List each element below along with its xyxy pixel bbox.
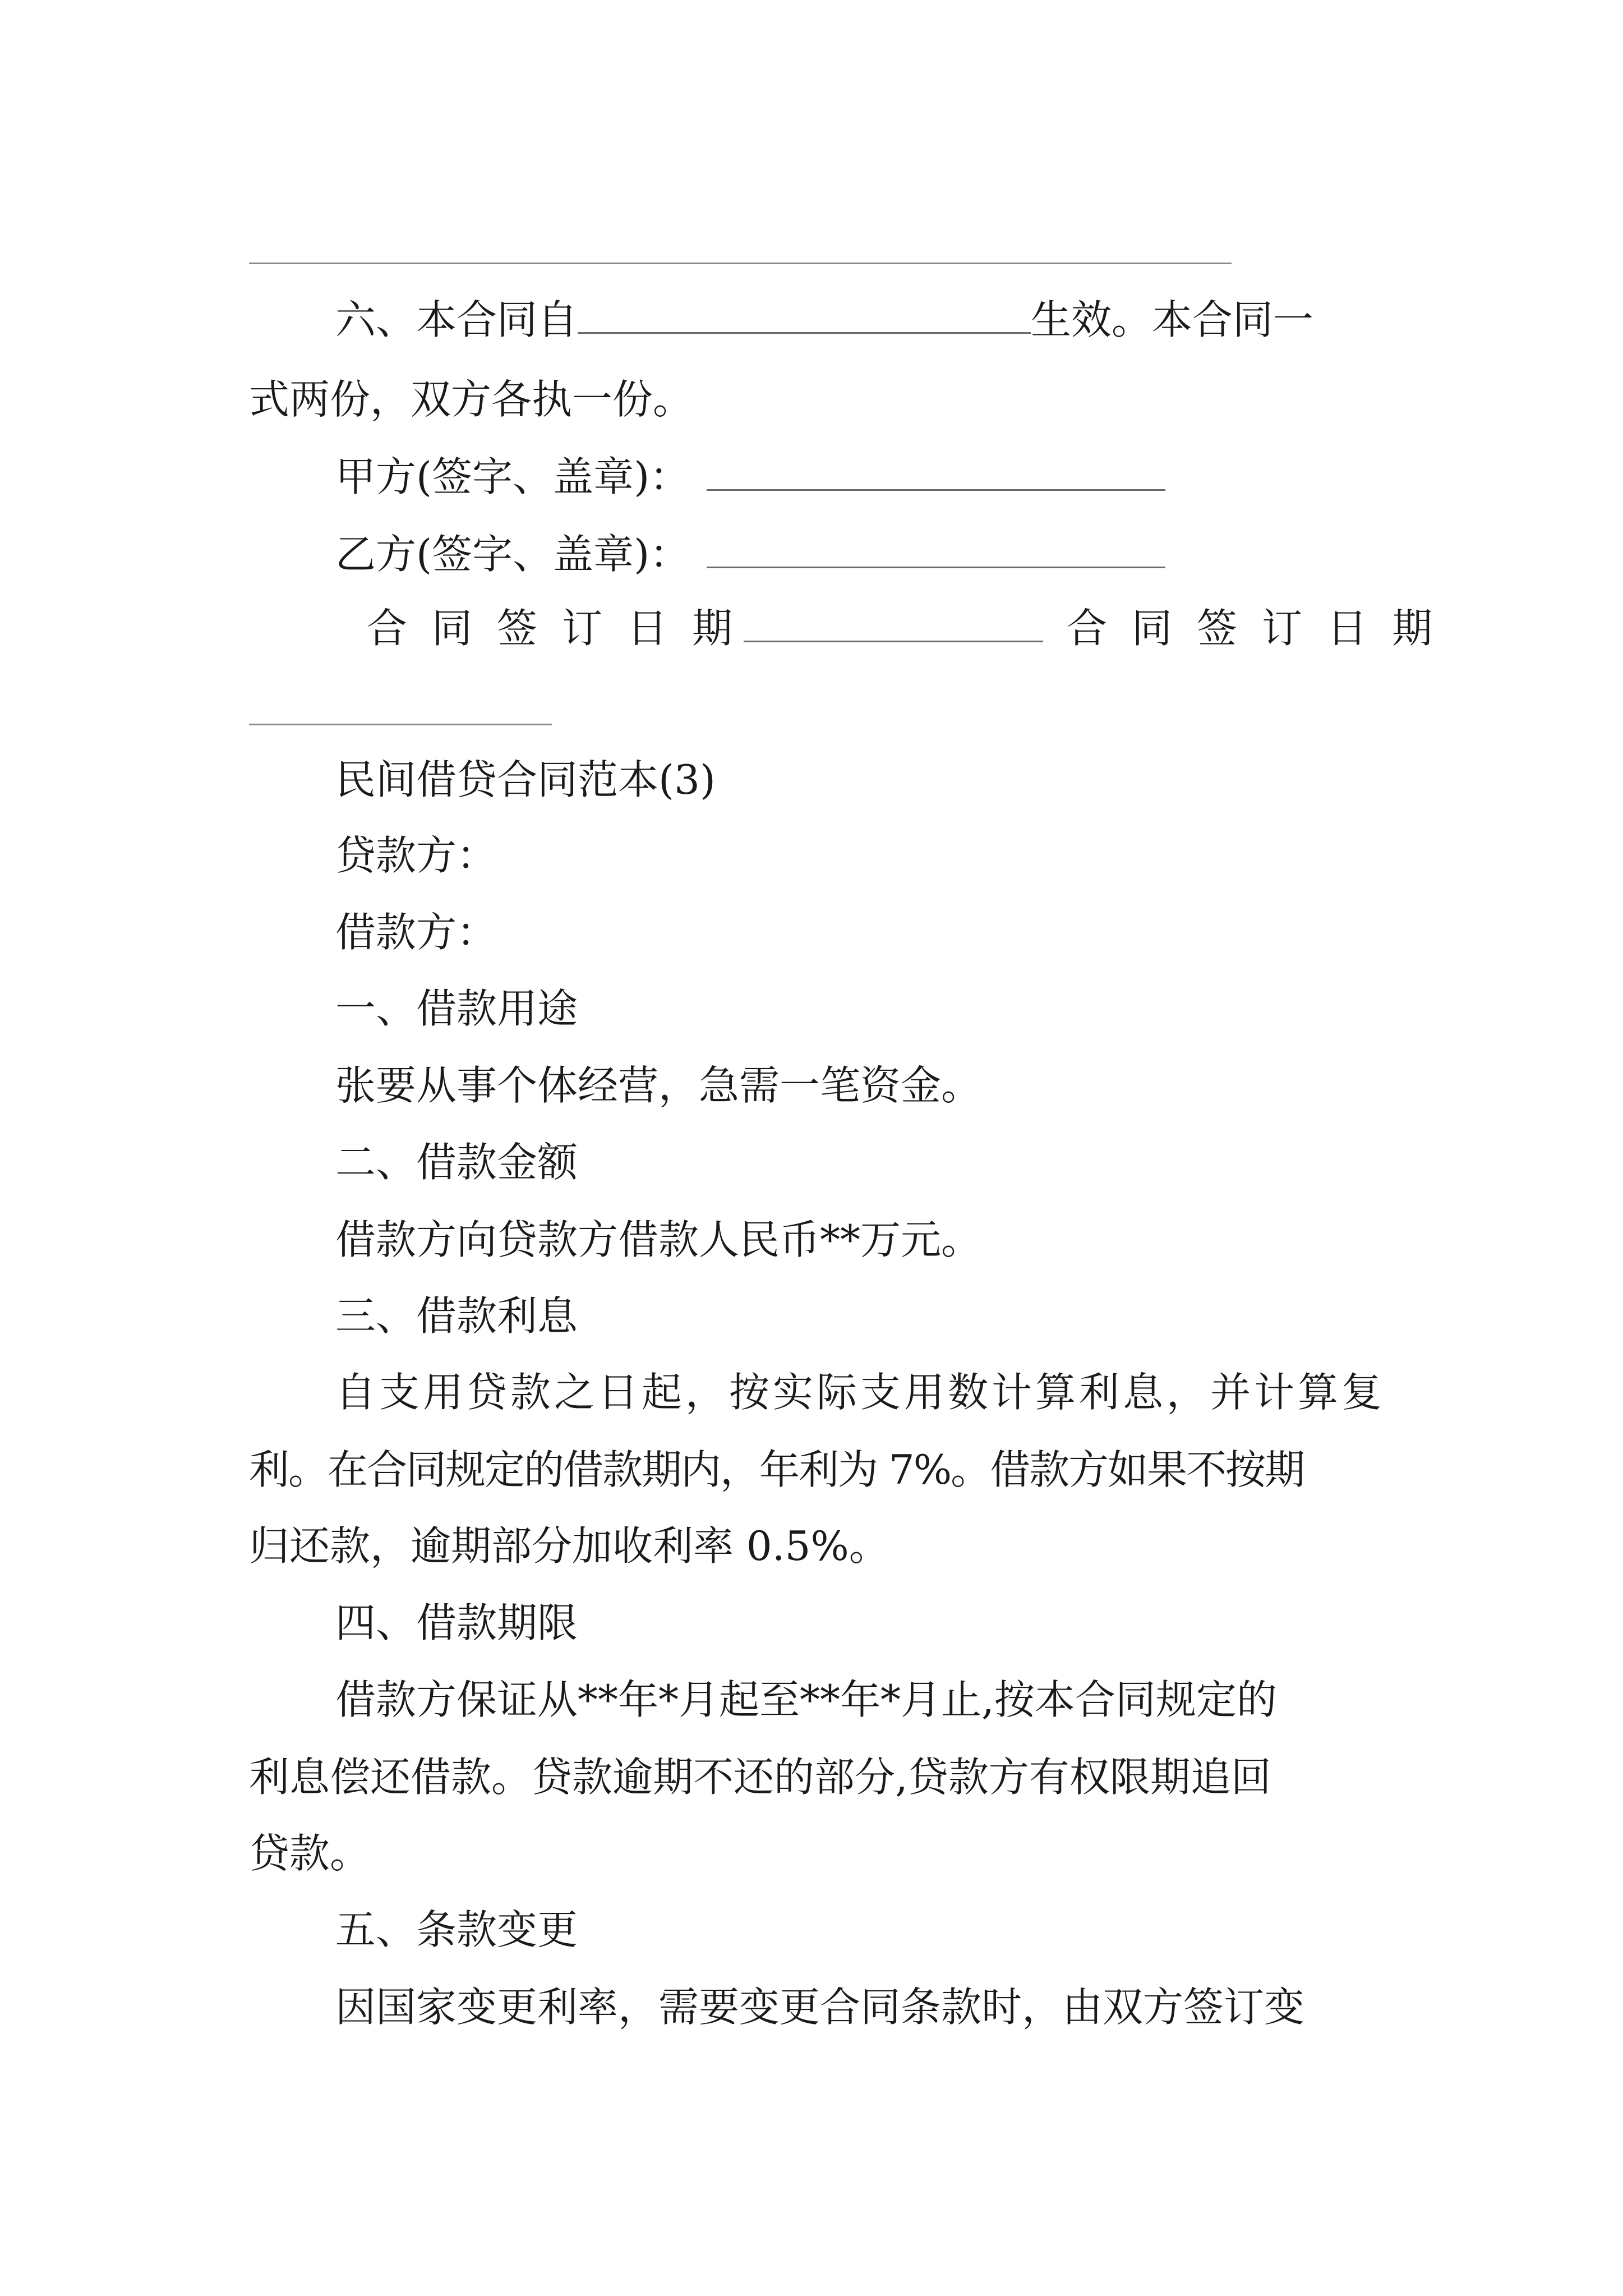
party-a-signature-line: [707, 450, 1165, 491]
section-2-text: 借款方向贷款方借款人民币**万元。: [335, 1216, 982, 1263]
section-3-line-3: 归还款，逾期部分加收利率 0.5%。: [249, 1522, 889, 1570]
party-a-signature: [249, 449, 1393, 505]
party-b-label: 乙方(签字、盖章)：: [335, 531, 690, 578]
sign-date-continuation-line: [249, 724, 552, 725]
effective-date-blank: [578, 293, 1031, 334]
section-3-line-2: 利。在合同规定的借款期内，年利为 7%。借款方如果不按期: [249, 1446, 1304, 1493]
sign-date-blank-1: [744, 601, 1043, 642]
section-2-heading: 二、借款金额: [335, 1139, 578, 1186]
top-rule: [249, 263, 1232, 264]
section-3-text-1: 自支用贷款之日起，按实际支用数计算利息，并计算复: [335, 1369, 1386, 1416]
party-b-signature: [249, 526, 1393, 582]
sign-date-label-2: 合同签订日期: [1067, 605, 1458, 652]
section-4-line-1: 借款方保证从**年*月起至**年*月止,按本合同规定的: [335, 1676, 1277, 1723]
section-3-heading: 三、借款利息: [335, 1292, 578, 1340]
borrower-field: 借款方：: [335, 909, 497, 956]
clause-6-suffix: 生效。本合同一: [1031, 296, 1314, 343]
section-5-heading: 五、条款变更: [335, 1906, 578, 1953]
section-1-heading: 一、借款用途: [335, 985, 578, 1032]
section-4-line-2: 利息偿还借款。贷款逾期不还的部分,贷款方有权限期追回: [249, 1754, 1271, 1801]
party-a-label: 甲方(签字、盖章)：: [335, 453, 690, 500]
section-3-line-1: [249, 1364, 1393, 1420]
lender-field: 贷款方：: [335, 832, 497, 879]
clause-6-line-1: [249, 292, 1393, 348]
contract-title: 民间借贷合同范本(3): [335, 756, 716, 803]
section-5-line-1: 因国家变更利率，需要变更合同条款时，由双方签订变: [335, 1984, 1305, 2031]
section-1-text: 张要从事个体经营，急需一笔资金。: [335, 1062, 982, 1109]
clause-6-prefix: 六、本合同自: [335, 296, 578, 343]
clause-6-line-2: 式两份，双方各执一份。: [249, 376, 694, 423]
sign-date-row: [367, 600, 1458, 656]
section-4-line-3: 贷款。: [249, 1830, 371, 1877]
party-b-signature-line: [707, 527, 1165, 568]
sign-date-label-1: 合同签订日期: [367, 605, 758, 652]
section-4-heading: 四、借款期限: [335, 1599, 578, 1646]
